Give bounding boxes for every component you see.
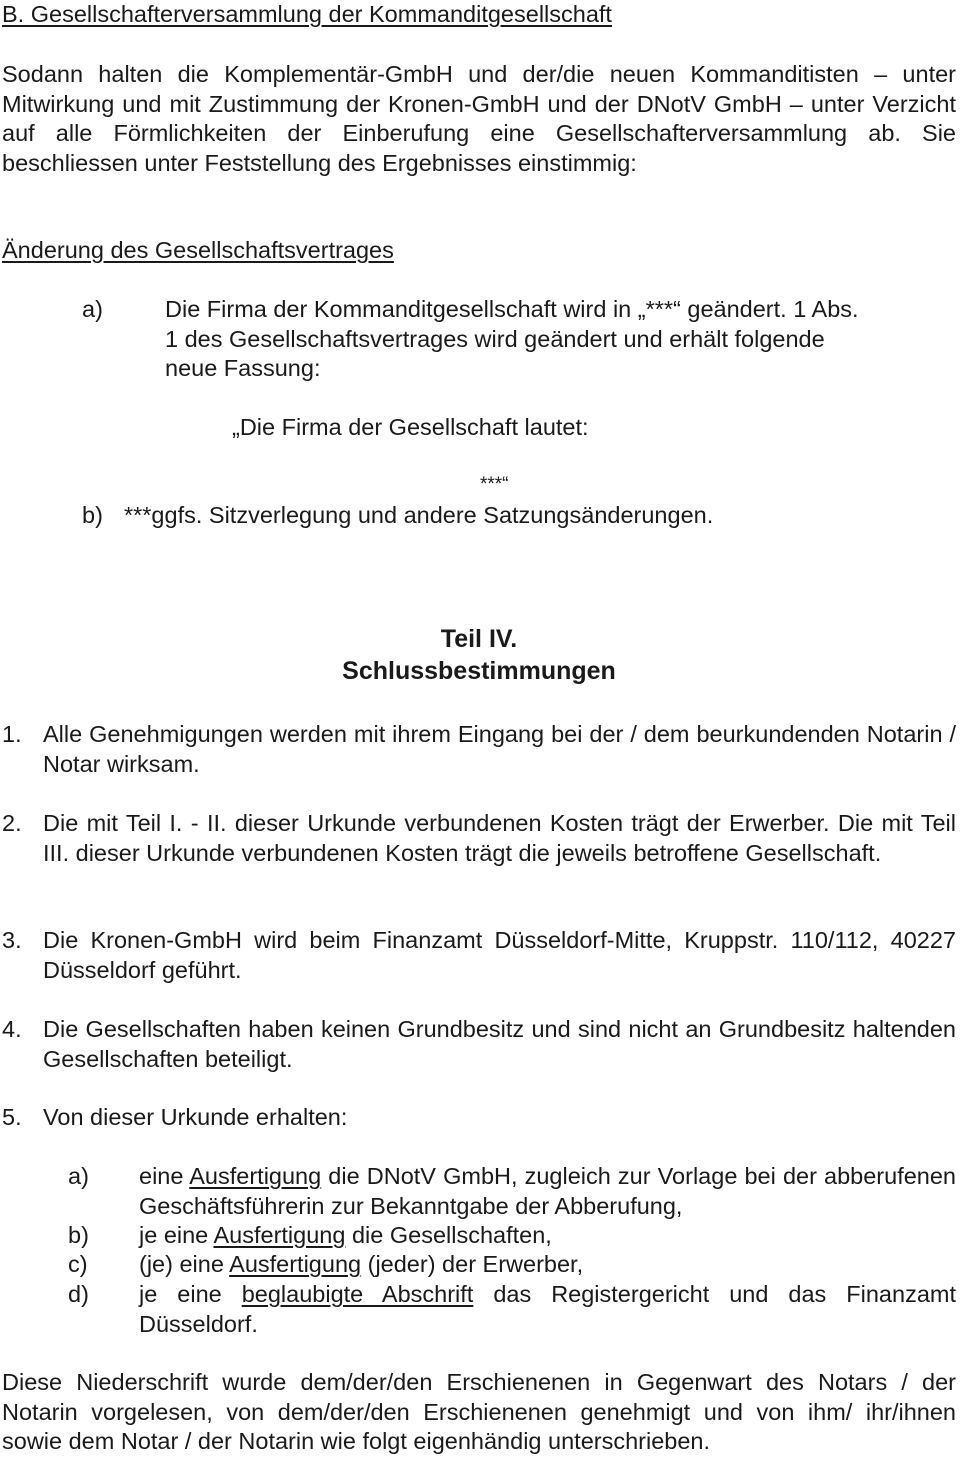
item-b-label: b) bbox=[82, 502, 103, 528]
recipient-label: a) bbox=[68, 1163, 89, 1189]
part-title: Teil IV. bbox=[440, 625, 518, 653]
closing-paragraph: Diese Niederschrift wurde dem/der/den Erschienenen in Gegenwart des Notars / der Notarin vorgelesen, von dem/der/den Erschienenen genehmigt und von ihm/ ihr/ihnen sowie dem Notar / der Notarin wie folgt eigenhändig unterschrieben. bbox=[2, 1369, 956, 1454]
list-item-number: 1. bbox=[2, 721, 22, 747]
list-item-number: 4. bbox=[2, 1016, 22, 1042]
list-item-number: 5. bbox=[2, 1104, 22, 1130]
part-subtitle: Schlussbestimmungen bbox=[342, 657, 616, 685]
recipient-text: je eine beglaubigte Abschrift das Registergericht und das Finanzamt Düsseldorf. bbox=[139, 1281, 956, 1337]
section-heading: B. Gesellschafterversammlung der Kommanditgesellschaft bbox=[2, 1, 612, 27]
item-a-label: a) bbox=[82, 296, 103, 322]
recipient-label: d) bbox=[68, 1281, 89, 1307]
recipient-label: b) bbox=[68, 1222, 89, 1248]
recipient-label: c) bbox=[68, 1251, 88, 1277]
recipient-text: eine Ausfertigung die DNotV GmbH, zugleich zur Vorlage bei der abberufenen Geschäftsführerin zur Bekanntgabe der Abberufung, bbox=[139, 1163, 956, 1219]
recipient-text: je eine Ausfertigung die Gesellschaften, bbox=[139, 1222, 552, 1248]
list-item-text: Von dieser Urkunde erhalten: bbox=[43, 1104, 348, 1130]
intro-paragraph: Sodann halten die Komplementär-GmbH und der/die neuen Kommanditisten – unter Mitwirkung und mit Zustimmung der Kronen-GmbH und der DNotV GmbH – unter Verzicht auf alle Förmlichkeiten der Einberufung eine Gesellschafterversammlung ab. Sie beschliessen unter Feststellung des Ergebnisses einstimmig: bbox=[2, 61, 956, 176]
item-a-placeholder: ***“ bbox=[480, 474, 509, 495]
list-item-text: Die mit Teil I. - II. dieser Urkunde verbundenen Kosten trägt der Erwerber. Die mit Teil III. dieser Urkunde verbundenen Kosten trägt die jeweils betroffene Gesellschaft. bbox=[43, 810, 956, 866]
subheading: Änderung des Gesellschaftsvertrages bbox=[2, 237, 394, 263]
list-item-text: Die Gesellschaften haben keinen Grundbesitz und sind nicht an Grundbesitz haltenden Gesellschaften beteiligt. bbox=[43, 1016, 956, 1072]
item-a-text: Die Firma der Kommanditgesellschaft wird in „***“ geändert. 1 Abs. 1 des Gesellschaftsvertrages wird geändert und erhält folgende neue Fassung: bbox=[165, 296, 859, 381]
item-a-quote: „Die Firma der Gesellschaft lautet: bbox=[232, 414, 589, 440]
item-b-text: ***ggfs. Sitzverlegung und andere Satzungsänderungen. bbox=[124, 502, 714, 528]
list-item-text: Die Kronen-GmbH wird beim Finanzamt Düsseldorf-Mitte, Kruppstr. 110/112, 40227 Düsseldorf geführt. bbox=[43, 927, 956, 983]
recipient-text: (je) eine Ausfertigung (jeder) der Erwerber, bbox=[139, 1251, 584, 1277]
list-item-text: Alle Genehmigungen werden mit ihrem Eingang bei der / dem beurkundenden Notarin / Notar wirksam. bbox=[43, 721, 956, 777]
list-item-number: 3. bbox=[2, 927, 22, 953]
list-item-number: 2. bbox=[2, 810, 22, 836]
